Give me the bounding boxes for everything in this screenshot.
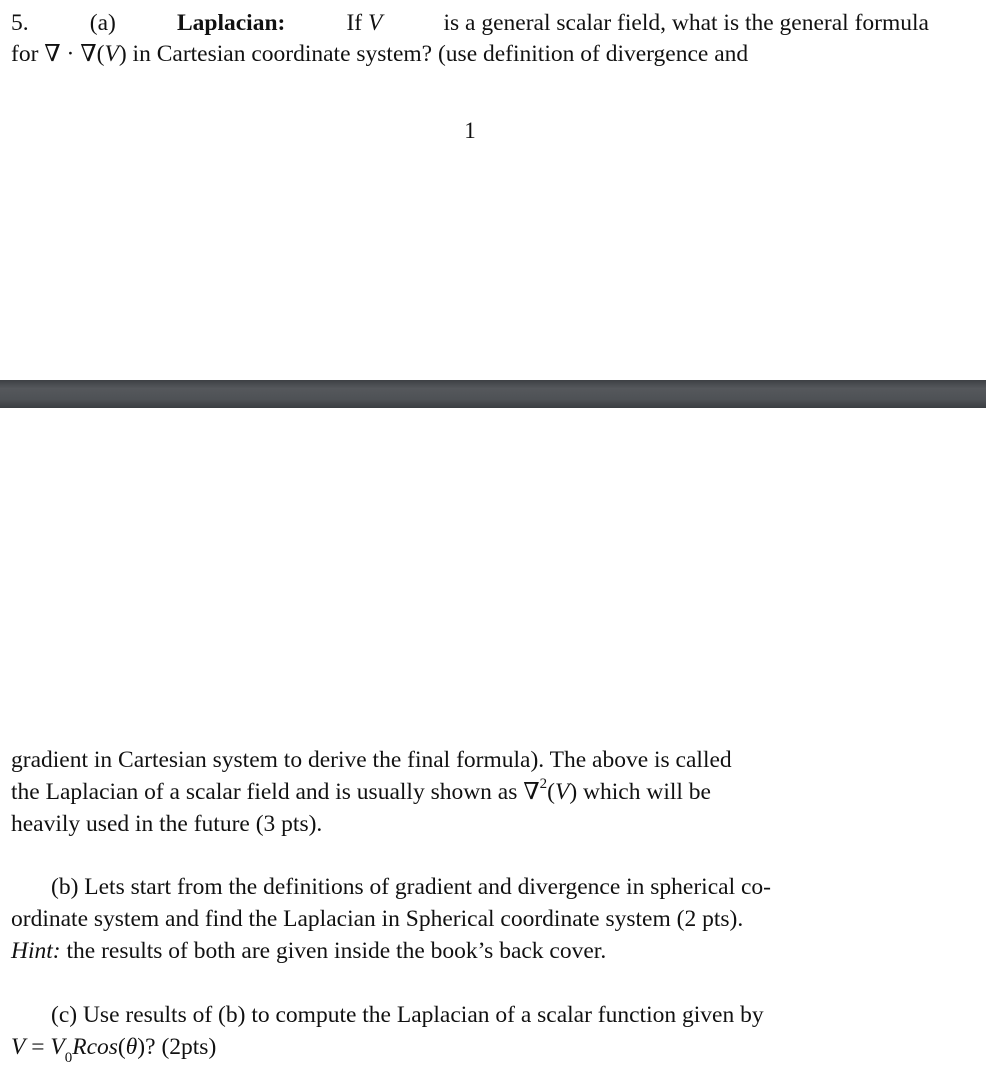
page-divider	[0, 380, 986, 408]
part-a-continuation-line-2: the Laplacian of a scalar field and is usually shown as ∇$^2$(V) which will be	[11, 776, 711, 805]
part-a-continuation-line-1: gradient in Cartesian system to derive the final formula). The above is called	[11, 747, 732, 773]
part-c-line-1: (c) Use results of (b) to compute the Laplacian of a scalar function given by	[51, 1002, 764, 1028]
part-b-line-1: (b) Lets start from the definitions of gradient and divergence in spherical co-	[51, 874, 771, 900]
page-number: 1	[464, 118, 476, 143]
part-b-line-3: Hint: the results of both are given inside the book’s back cover.	[11, 938, 607, 964]
question-number: 5.	[11, 10, 29, 36]
line-1-text: is a general scalar field, what is the general formula	[443, 10, 929, 36]
hint-label: Hint:	[11, 938, 61, 964]
part-c-line-2: $V = V_0Rcos(\theta)$? (2pts)	[11, 1034, 217, 1066]
part-a-label: (a)	[89, 10, 116, 36]
pdf-page-top	[0, 0, 986, 380]
pdf-page-bottom	[0, 408, 986, 1074]
laplacian-heading: Laplacian:	[176, 10, 286, 36]
question-5a-line-1: 5. (a) Laplacian: If V is a general scalar field, what is the general formula	[11, 7, 929, 39]
part-b-line-2: ordinate system and find the Laplacian in Spherical coordinate system (2 pts).	[11, 906, 744, 932]
question-5a-line-2: for ∇ · ∇(V) in Cartesian coordinate system? (use definition of divergence and	[11, 41, 749, 67]
part-a-continuation-line-3: heavily used in the future (3 pts).	[11, 811, 323, 837]
